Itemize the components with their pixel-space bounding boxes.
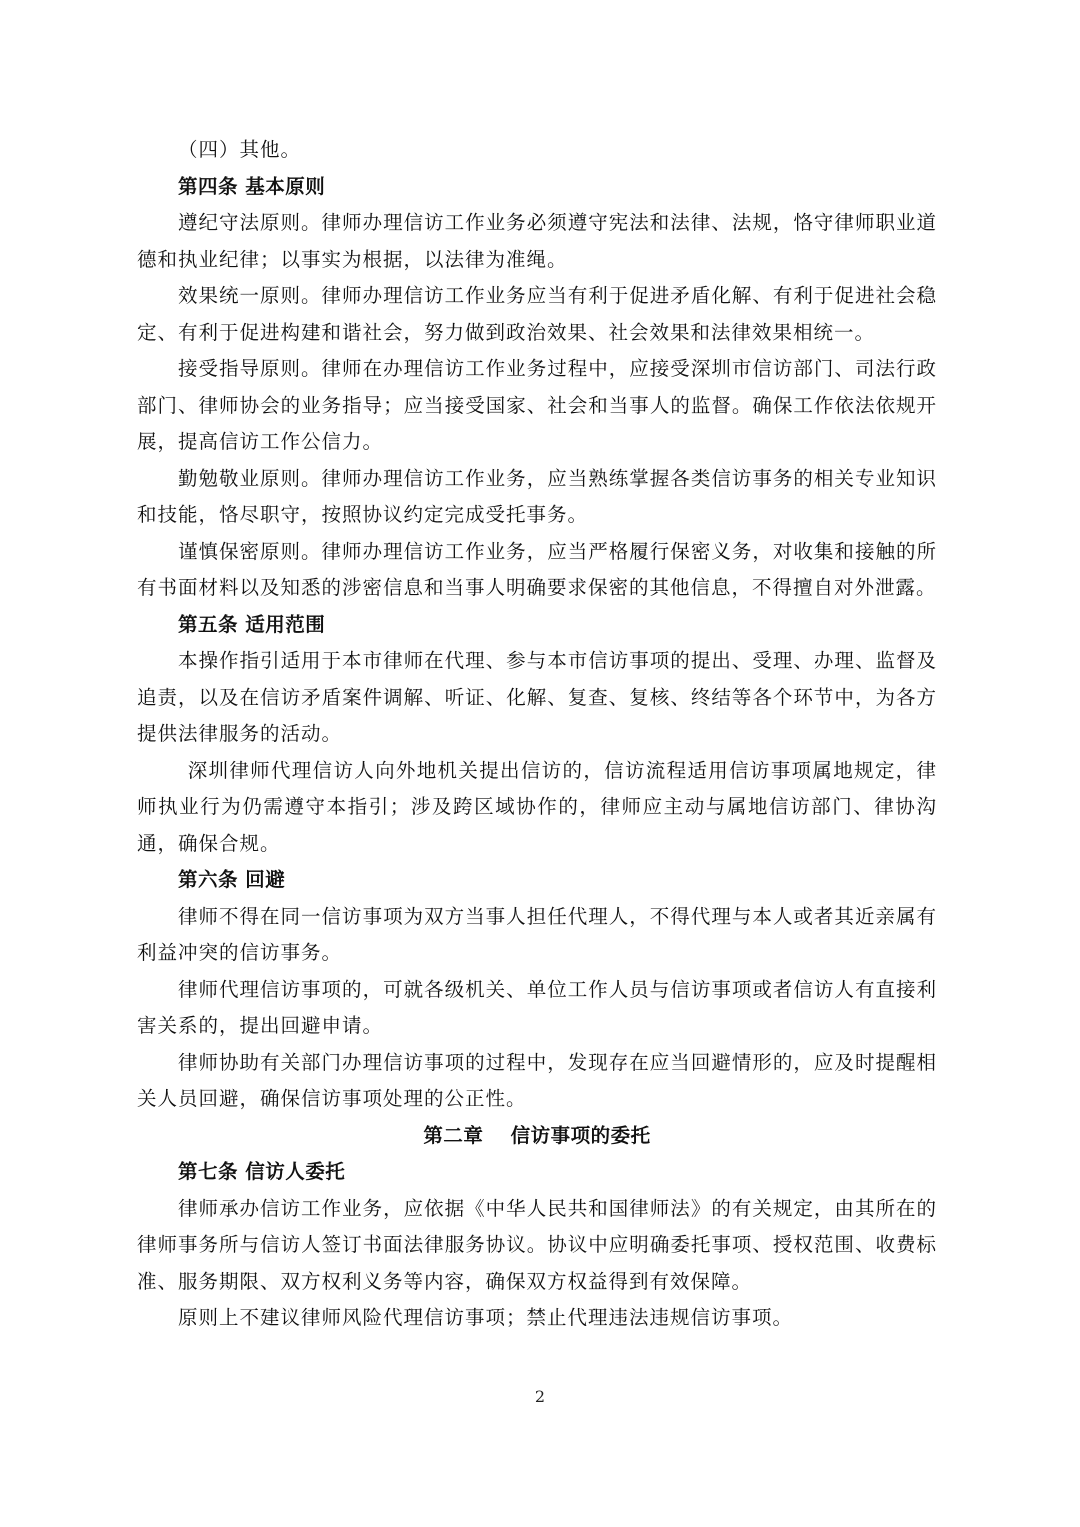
article-4-paragraph-1: 遵纪守法原则。律师办理信访工作业务必须遵守宪法和法律、法规，恪守律师职业道德和执业纪律；以事实为根据，以法律为准绳。 bbox=[137, 211, 937, 271]
chapter-title: 信访事项的委托 bbox=[510, 1123, 651, 1147]
article-6-paragraph-3: 律师协助有关部门办理信访事项的过程中，发现存在应当回避情形的，应及时提醒相关人员回避，确保信访事项处理的公正性。 bbox=[137, 1050, 937, 1110]
article-7-paragraph-2: 原则上不建议律师风险代理信访事项；禁止代理违法违规信访事项。 bbox=[177, 1306, 793, 1329]
article-5-paragraph-1: 本操作指引适用于本市律师在代理、参与本市信访事项的提出、受理、办理、监督及追责，以及在信访矛盾案件调解、听证、化解、复查、复核、终结等各个环节中，为各方提供法律服务的活动。 bbox=[137, 649, 937, 745]
article-6-paragraph-1: 律师不得在同一信访事项为双方当事人担任代理人，不得代理与本人或者其近亲属有利益冲突的信访事务。 bbox=[137, 904, 937, 964]
document-body bbox=[137, 132, 937, 1337]
page-number: 2 bbox=[534, 1387, 546, 1406]
article-6-paragraph-2: 律师代理信访事项的，可就各级机关、单位工作人员与信访事项或者信访人有直接利害关系的，提出回避申请。 bbox=[137, 977, 937, 1037]
article-4-paragraph-2: 效果统一原则。律师办理信访工作业务应当有利于促进矛盾化解、有利于促进社会稳定、有利于促进构建和谐社会，努力做到政治效果、社会效果和法律效果相统一。 bbox=[137, 284, 937, 344]
article-7-heading: 第七条 信访人委托 bbox=[177, 1160, 346, 1183]
article-5-paragraph-2: 深圳律师代理信访人向外地机关提出信访的，信访流程适用信访事项属地规定，律师执业行为仍需遵守本指引；涉及跨区域协作的，律师应主动与属地信访部门、律协沟通，确保合规。 bbox=[137, 758, 937, 855]
chapter-number: 第二章 bbox=[423, 1123, 484, 1147]
article-7-paragraph-1: 律师承办信访工作业务，应依据《中华人民共和国律师法》的有关规定，由其所在的律师事务所与信访人签订书面法律服务协议。协议中应明确委托事项、授权范围、收费标准、服务期限、双方权利义务等内容，确保双方权益得到有效保障。 bbox=[137, 1196, 937, 1293]
paragraph-other: （四）其他。 bbox=[177, 138, 301, 161]
article-4-paragraph-4: 勤勉敬业原则。律师办理信访工作业务，应当熟练掌握各类信访事务的相关专业知识和技能，恪尽职守，按照协议约定完成受托事务。 bbox=[137, 466, 937, 526]
article-5-heading: 第五条 适用范围 bbox=[177, 612, 326, 636]
article-6-heading: 第六条 回避 bbox=[177, 868, 286, 891]
article-4-paragraph-5: 谨慎保密原则。律师办理信访工作业务，应当严格履行保密义务，对收集和接触的所有书面材料以及知悉的涉密信息和当事人明确要求保密的其他信息，不得擅自对外泄露。 bbox=[137, 539, 937, 599]
chapter-2-heading bbox=[137, 1118, 937, 1155]
article-4-paragraph-3: 接受指导原则。律师在办理信访工作业务过程中，应接受深圳市信访部门、司法行政部门、律师协会的业务指导；应当接受国家、社会和当事人的监督。确保工作依法依规开展，提高信访工作公信力。 bbox=[137, 357, 937, 453]
article-4-heading: 第四条 基本原则 bbox=[177, 174, 326, 198]
